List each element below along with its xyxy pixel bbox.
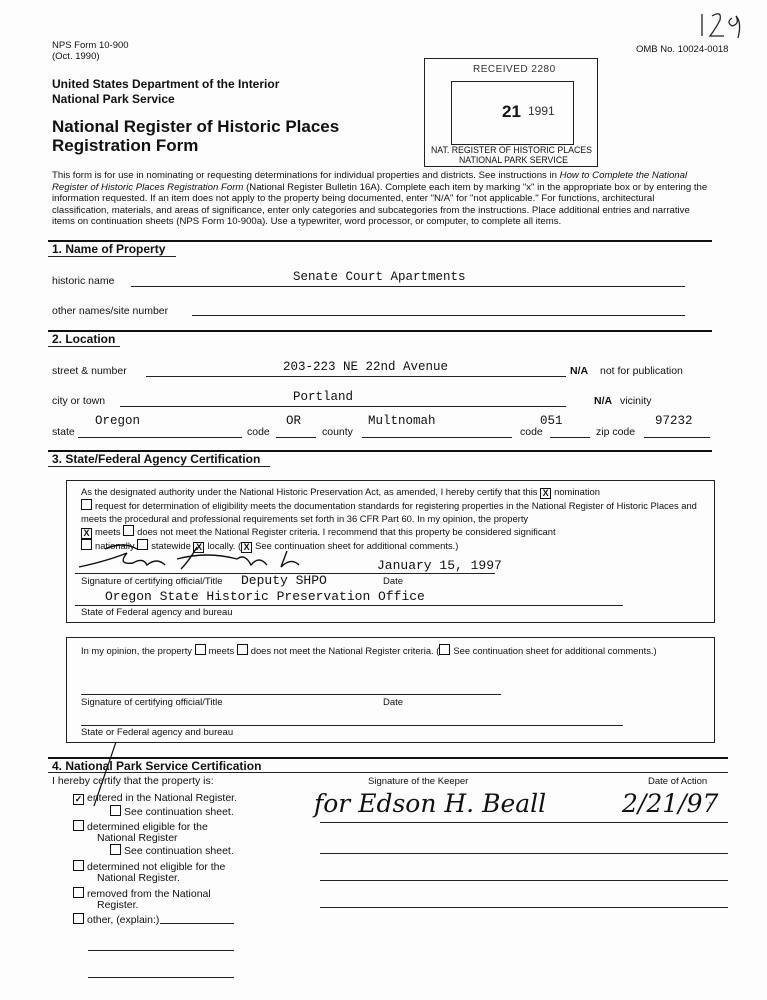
- eligible-continuation-label: See continuation sheet.: [124, 845, 234, 857]
- certifying-signature: [77, 543, 357, 573]
- street-value[interactable]: 203-223 NE 22nd Avenue: [283, 360, 449, 374]
- meets-label: meets: [95, 526, 121, 538]
- entered-label: entered in the National Register.: [87, 792, 238, 804]
- continuation-checkbox[interactable]: X: [241, 542, 252, 553]
- date-of-action-text: 2/21/97: [622, 789, 719, 818]
- nationally-label: nationally: [95, 540, 135, 552]
- date-label: Date: [383, 576, 404, 587]
- eligible-label: determined eligible for the: [87, 821, 208, 833]
- other-explain-line[interactable]: [88, 950, 234, 951]
- opinion-does-not-meet-label: does not meet the National Register criteria. (: [250, 645, 440, 656]
- field-line: [146, 376, 566, 377]
- page-title: National Register of Historic Places: [52, 117, 340, 136]
- street-label: street & number: [52, 365, 127, 377]
- does-not-meet-checkbox[interactable]: [123, 525, 134, 536]
- county-code-label: code: [520, 426, 543, 438]
- agency-2-label: State or Federal agency and bureau: [81, 727, 234, 738]
- removed-label-2: Register.: [97, 899, 139, 911]
- nomination-checkbox[interactable]: X: [540, 488, 551, 499]
- not-for-publication-mark[interactable]: N/A: [570, 365, 589, 377]
- city-label: city or town: [52, 395, 106, 407]
- field-line: [276, 437, 316, 438]
- vicinity-mark[interactable]: N/A: [594, 395, 613, 407]
- opinion-box: [66, 637, 715, 743]
- other-explain-line[interactable]: [88, 977, 234, 978]
- date-of-action-handwriting: [605, 750, 745, 830]
- divider: [48, 466, 270, 467]
- eligible-continuation-checkbox[interactable]: [110, 844, 121, 855]
- historic-name-label: historic name: [52, 275, 115, 287]
- stamp-line2: NATIONAL PARK SERVICE: [459, 155, 568, 166]
- agency-value[interactable]: Oregon State Historic Preservation Office: [105, 589, 425, 604]
- signature-line[interactable]: [320, 880, 728, 881]
- signature-2-label: Signature of certifying official/Title: [81, 697, 223, 708]
- vicinity-label: vicinity: [620, 395, 652, 407]
- instructions-text-2: (National Register Bulletin 16A). Complete each item by marking "x" in the appropriate box or by entering the information requested. If an item does not apply to the property being documented, enter "N/A" for "not applicable." For functions, architectural classification, materials, and areas of significance, enter only categories and subcategories from the instructions. Place additional entries and narrative items on continuation sheets (NPS Form 10-900a). Use a typewriter, word processor, or computer, to complete all items.: [52, 181, 708, 228]
- stamp-line1: NAT. REGISTER OF HISTORIC PLACES: [431, 145, 592, 156]
- opinion-continuation-checkbox[interactable]: [439, 644, 450, 655]
- divider: [48, 330, 712, 332]
- state-label: state: [52, 426, 75, 438]
- opinion-meets-label: meets: [208, 645, 235, 656]
- removed-label: removed from the National: [87, 888, 211, 900]
- page-subtitle: Registration Form: [52, 136, 199, 155]
- eligible-label-2: National Register: [97, 832, 178, 844]
- field-line: [362, 437, 512, 438]
- received-stamp: [424, 58, 598, 167]
- removed-checkbox[interactable]: [73, 887, 84, 898]
- state-code-value[interactable]: OR: [286, 414, 302, 428]
- state-certification-box: [66, 480, 715, 623]
- handwritten-number: [698, 8, 748, 40]
- state-code-label: code: [247, 426, 270, 438]
- section-4-title: 4. National Park Service Certification: [52, 759, 262, 773]
- opinion-does-not-meet-checkbox[interactable]: [237, 644, 248, 655]
- stamp-day: 21: [502, 102, 521, 121]
- field-line: [131, 286, 685, 287]
- nomination-label: nomination: [554, 486, 600, 497]
- locally-label: locally. (: [207, 540, 242, 552]
- opinion-continuation-label: See continuation sheet for additional comments.): [453, 645, 657, 656]
- locally-checkbox[interactable]: X: [193, 542, 204, 553]
- zip-label: zip code: [596, 426, 636, 438]
- cert-text: As the designated authority under the National Historic Preservation Act, as amended, I hereby certify that this: [81, 486, 538, 497]
- opinion-meets-checkbox[interactable]: [195, 644, 206, 655]
- field-line: [192, 315, 685, 316]
- field-line: [550, 437, 590, 438]
- opinion-text: In my opinion, the property: [81, 645, 192, 656]
- instructions-text: This form is for use in nominating or requesting determinations for individual properties and districts. See instructions in: [52, 170, 560, 181]
- continuation-label: See continuation sheet for additional comments.): [255, 540, 459, 552]
- keeper-label: Signature of the Keeper: [368, 776, 469, 787]
- field-line: [81, 694, 501, 695]
- signature-label: Signature of certifying official/Title: [81, 576, 223, 587]
- instructions: [52, 170, 714, 228]
- field-line: [75, 605, 623, 606]
- state-value[interactable]: Oregon: [95, 414, 141, 428]
- signature-line[interactable]: [320, 853, 728, 854]
- keeper-signature-text: for Edson H. Beall: [314, 789, 547, 818]
- stamp-received: RECEIVED 2280: [473, 64, 556, 75]
- form-date: (Oct. 1990): [52, 51, 100, 62]
- not-eligible-label: determined not eligible for the: [87, 861, 226, 873]
- section-3-title: 3. State/Federal Agency Certification: [52, 452, 261, 466]
- form-number: NPS Form 10-900: [52, 40, 129, 51]
- county-value[interactable]: Multnomah: [368, 414, 436, 428]
- field-line: [644, 437, 710, 438]
- section-1-title: 1. Name of Property: [52, 242, 166, 256]
- date-of-action-label: Date of Action: [648, 776, 708, 787]
- field-line: [120, 406, 566, 407]
- does-not-meet-label: does not meet the National Register criteria. I recommend that this property be considered significant: [137, 526, 556, 538]
- stamp-date-box: [451, 81, 574, 145]
- request-label: request for determination of eligibility meets the documentation standards for registering properties in the National Register of Historic Places and meets the procedural and professional requirements set forth in 36 CFR Part 60. In my opinion, the property: [81, 500, 697, 524]
- other-checkbox[interactable]: [73, 913, 84, 924]
- field-line: [78, 437, 242, 438]
- city-value[interactable]: Portland: [293, 390, 354, 404]
- statewide-label: statewide: [151, 540, 191, 552]
- other-label: other, (explain:): [87, 914, 160, 926]
- keeper-signature-line[interactable]: [320, 822, 728, 823]
- section-2-title: 2. Location: [52, 332, 116, 346]
- nps-intro: I hereby certify that the property is:: [52, 775, 214, 787]
- entered-continuation-label: See continuation sheet.: [124, 806, 234, 818]
- stamp-year: 1991: [528, 104, 555, 118]
- pen-stroke: [90, 740, 120, 810]
- signature-line[interactable]: [320, 907, 728, 908]
- divider: [48, 346, 120, 347]
- entered-checkbox[interactable]: ✓: [74, 794, 83, 804]
- not-for-publication-label: not for publication: [600, 365, 683, 377]
- official-title-value[interactable]: Deputy SHPO: [241, 573, 327, 588]
- meets-checkbox[interactable]: X: [81, 528, 92, 539]
- date-2-label: Date: [383, 697, 404, 708]
- county-code-value[interactable]: 051: [540, 414, 563, 428]
- historic-name-value[interactable]: Senate Court Apartments: [293, 270, 466, 284]
- department: United States Department of the Interior: [52, 77, 280, 91]
- instructions-title: How to Complete the National Register of Historic Places Registration Form: [52, 170, 688, 193]
- certification-date-value[interactable]: January 15, 1997: [377, 558, 502, 573]
- omb-number: OMB No. 10024-0018: [636, 44, 729, 55]
- field-line: [81, 725, 623, 726]
- other-explain-line[interactable]: [160, 923, 234, 924]
- eligible-checkbox[interactable]: [73, 820, 84, 831]
- agency-label: State of Federal agency and bureau: [81, 607, 233, 618]
- other-names-label: other names/site number: [52, 305, 169, 317]
- divider: [48, 256, 176, 257]
- county-label: county: [322, 426, 353, 438]
- request-checkbox[interactable]: [81, 499, 92, 510]
- agency: National Park Service: [52, 92, 175, 106]
- not-eligible-checkbox[interactable]: [73, 860, 84, 871]
- not-eligible-label-2: National Register.: [97, 872, 180, 884]
- zip-value[interactable]: 97232: [655, 414, 693, 428]
